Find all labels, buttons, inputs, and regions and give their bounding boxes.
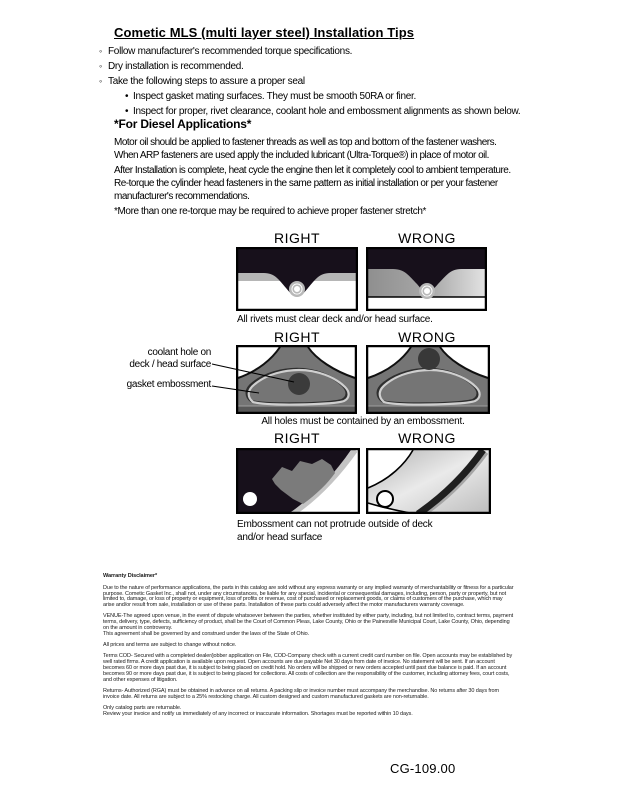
legal-paragraph (103, 614, 515, 637)
legal-line: Only catalog parts are returnable. (103, 705, 182, 712)
dot-bullet-icon: • (125, 106, 129, 117)
circle-bullet-icon: ◦ (99, 61, 102, 71)
tip-text: Dry installation is recommended. (108, 61, 244, 72)
tip-text: Follow manufacturer's recommended torque specifications. (108, 46, 353, 57)
row3-caption-line2: and/or head surface (237, 532, 323, 543)
legal-line: VENUE-The agreed upon venue, in the event of dispute whatsoever between the parties, whether instituted by either party, including, but not limited to, contract terms, payment terms, delivery, type, defects, sufficiency of product, shall be the Court of Common Pleas, Lake County, Ohio or the Painesville Municipal Court, Lake County, Ohio, depending on the amount in controversy. (103, 613, 514, 632)
coolant-hole-annotation-line1: coolant hole on (147, 347, 211, 358)
legal-paragraph: All prices and terms are subject to change without notice. (103, 642, 237, 649)
wrong-label-row1: WRONG (398, 230, 456, 246)
warranty-disclaimer (103, 574, 515, 723)
right-label-row3: RIGHT (273, 430, 321, 446)
circle-bullet-icon: ◦ (99, 46, 102, 56)
gasket-embossment-annotation: gasket embossment (126, 379, 211, 390)
retorque-note: *More than one re-torque may be required to achieve proper fastener stretch* (114, 206, 427, 217)
wrong-label-row3: WRONG (398, 430, 456, 446)
row3-caption-line1: Embossment can not protrude outside of deck (237, 519, 433, 530)
legal-line: This agreement shall be governed by and construed under the laws of the State of Ohio. (103, 630, 310, 637)
diesel-paragraph-1: Motor oil should be applied to fastener threads as well as top and bottom of the fastener washers. When ARP fasteners are used apply the included lubricant (Ultra-Torque®) in place of motor oil. (114, 137, 497, 161)
row1-caption: All rivets must clear deck and/or head surface. (237, 314, 433, 325)
legal-paragraph: Terms COD- Secured with a completed dealer/jobber application on File, COD-Company check with a current credit card number on file. Open accounts may be established by well rated firms. A credit application is available upon request. Open accounts are due payable Net 30 days from date of invoice. No statement will be sent. If an account becomes 60 or more days past due, it is subject to being placed on credit hold. No orders will be shipped or new orders accepted until past due balance is paid. If an account becomes 90 or more days past due, it is subject to being placed for collections. All costs of collection are the responsibility of the customer, including attorney fees, court costs, and other expenses of litigation. (103, 653, 513, 683)
list-item (99, 59, 520, 74)
coolant-hole-right-diagram (236, 345, 357, 414)
legal-paragraph: Due to the nature of performance applications, the parts in this catalog are sold without any express warranty or any implied warranty of merchantability or fitness for a particular purpose. Cometic Gasket Inc., shall not, under any circumstances, be liable for any special, incidental or consequential damages, including, person, party or property, but not limited to, damage, or loss of property or equipment, loss of profits or revenue, cost of purchased or replacement goods, or claims of customers of the purchase, which may arise and/or result from sale, installation or use of these parts. Installation of these parts could adversely affect the motor manufacturers warranty coverage. (103, 584, 514, 609)
row2-caption: All holes must be contained by an embossment. (261, 416, 465, 427)
legal-paragraph (103, 706, 515, 718)
list-item (99, 89, 520, 104)
coolant-hole-wrong-diagram (366, 345, 490, 414)
page-title: Cometic MLS (multi layer steel) Installation Tips (114, 25, 415, 40)
wrong-label-row2: WRONG (398, 329, 456, 345)
list-item (99, 74, 520, 89)
tip-text: Take the following steps to assure a proper seal (108, 76, 305, 87)
tip-text: Inspect for proper, rivet clearance, coolant hole and embossment alignments as shown below. (133, 106, 521, 117)
right-label-row2: RIGHT (273, 329, 321, 345)
embossment-right-diagram (236, 448, 360, 514)
circle-bullet-icon: ◦ (99, 76, 102, 86)
tip-text: Inspect gasket mating surfaces. They must be smooth 50RA or finer. (133, 91, 416, 102)
diesel-paragraph-2: After Installation is complete, heat cycle the engine then let it completely cool to ambient temperature. Re-torque the cylinder head fasteners in the same pattern as initial installation or per your fastener manufacturer's recommendations. (114, 165, 511, 202)
rivet-right-diagram (236, 247, 358, 311)
diesel-heading: *For Diesel Applications* (114, 117, 252, 131)
right-label-row1: RIGHT (273, 230, 321, 246)
legal-line: Review your invoice and notify us immediately of any incorrect or inaccurate information. Shortages must be reported within 10 days. (103, 710, 413, 717)
rivet-wrong-diagram (366, 247, 487, 311)
page-number: CG-109.00 (390, 761, 456, 776)
embossment-wrong-diagram (366, 448, 491, 514)
row3-caption (237, 518, 432, 544)
dot-bullet-icon: • (125, 91, 129, 102)
coolant-hole-annotation-line2: deck / head surface (129, 359, 211, 370)
list-item (99, 44, 520, 59)
installation-tips-list (99, 44, 520, 119)
legal-heading: Warranty Disclaimer* (103, 573, 158, 579)
legal-paragraph: Returns- Authorized (RGA) must be obtained in advance on all returns. A packing slip or invoice number must accompany the merchandise. No returns after 30 days from invoice date. All returns are subject to a 25% restocking charge. All custom designed and custom manufactured gaskets are non-returnable. (103, 687, 499, 700)
